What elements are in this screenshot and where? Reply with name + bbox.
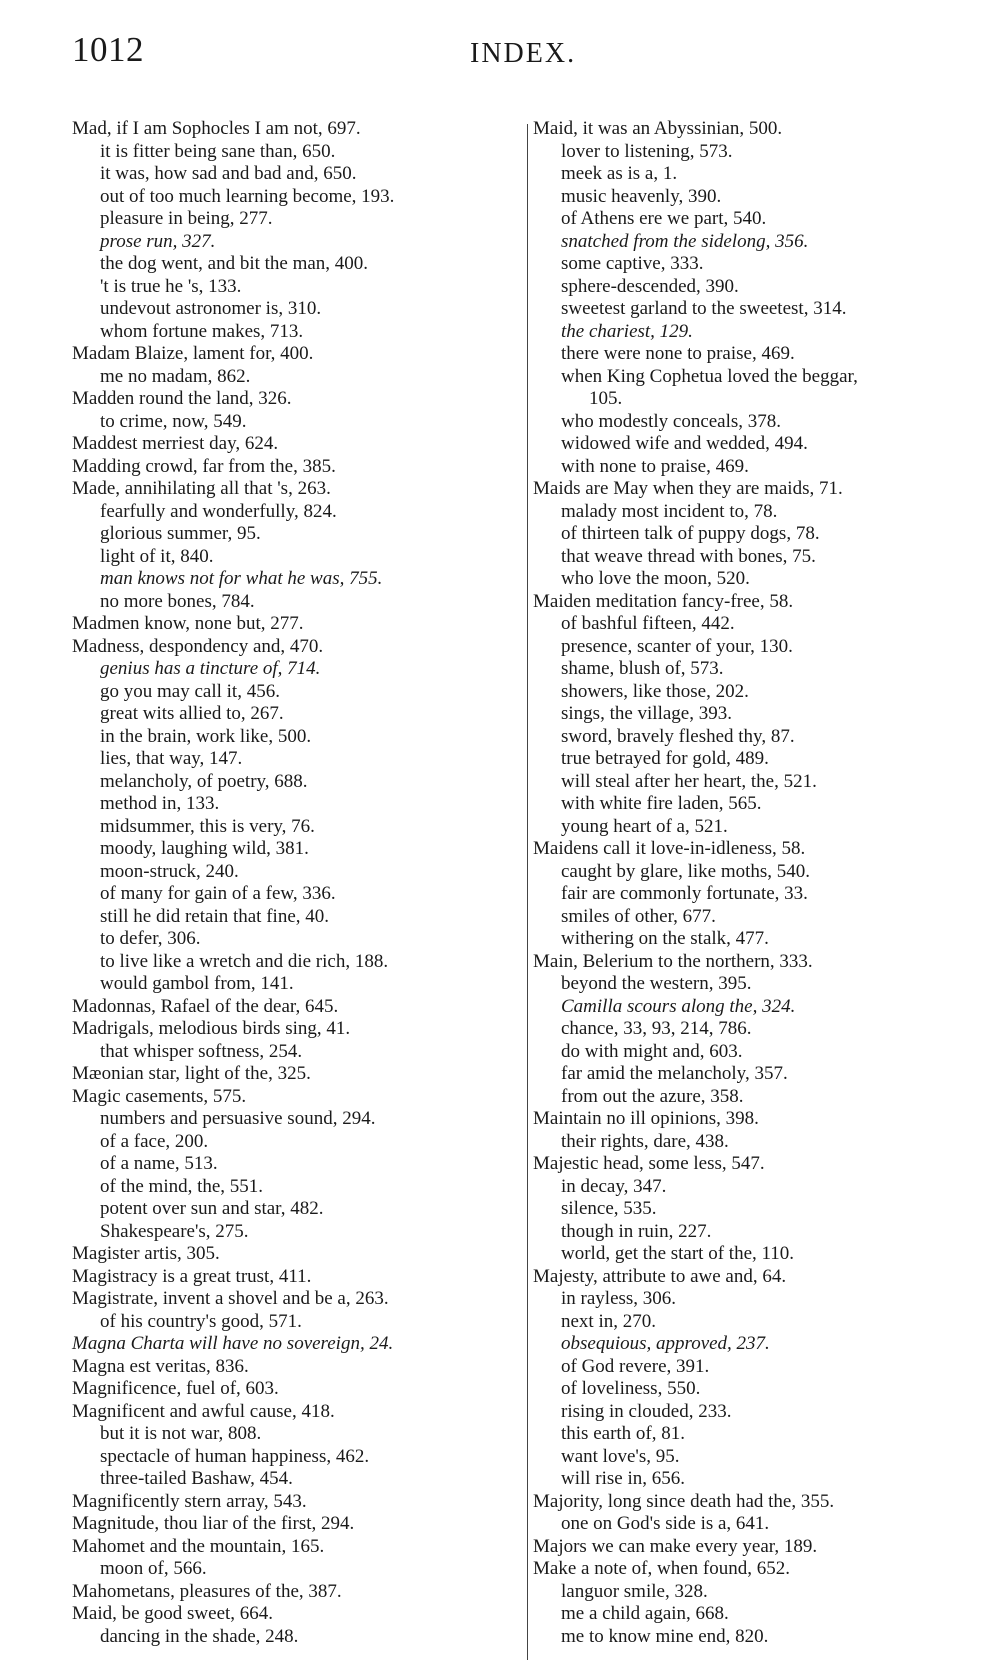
index-subentry: it is fitter being sane than, 650. [100, 140, 336, 162]
index-subentry: withering on the stalk, 477. [561, 928, 769, 949]
index-heading-entry: Magna est veritas, 836. [72, 1355, 249, 1377]
index-heading-entry: Mahomet and the mountain, 165. [72, 1535, 325, 1557]
index-subentry: of thirteen talk of puppy dogs, 78. [561, 523, 820, 544]
index-heading-entry: Main, Belerium to the northern, 333. [533, 950, 813, 972]
index-heading-entry: Magnificently stern array, 543. [72, 1490, 307, 1512]
index-subentry: out of too much learning become, 193. [100, 185, 395, 207]
index-entry-continuation: 105. [589, 388, 623, 409]
index-subentry: undevout astronomer is, 310. [100, 298, 322, 319]
index-subentry: world, get the start of the, 110. [561, 1243, 795, 1264]
index-heading-entry: Magnificent and awful cause, 418. [72, 1400, 335, 1422]
index-subentry: fair are commonly fortunate, 33. [561, 883, 808, 904]
index-subentry: young heart of a, 521. [561, 815, 728, 837]
index-subentry: chance, 33, 93, 214, 786. [561, 1018, 752, 1039]
index-heading-entry: Maid, it was an Abyssinian, 500. [533, 118, 783, 139]
index-subentry: languor smile, 328. [561, 1580, 708, 1602]
index-subentry: pleasure in being, 277. [100, 208, 273, 229]
index-subentry: sphere-descended, 390. [561, 275, 739, 297]
index-subentry: who modestly conceals, 378. [561, 410, 782, 432]
index-subentry: caught by glare, like moths, 540. [561, 860, 811, 882]
index-subentry: glorious summer, 95. [100, 523, 261, 544]
index-heading-entry: Magistracy is a great trust, 411. [72, 1265, 312, 1287]
index-subentry: will rise in, 656. [561, 1468, 686, 1489]
index-subentry: beyond the western, 395. [561, 973, 752, 994]
index-subentry: one on God's side is a, 641. [561, 1513, 770, 1534]
index-subentry: do with might and, 603. [561, 1040, 743, 1062]
index-subentry: malady most incident to, 78. [561, 500, 778, 522]
index-subentry: whom fortune makes, 713. [100, 320, 304, 342]
index-subentry: some captive, 333. [561, 253, 704, 274]
index-subentry: of Athens ere we part, 540. [561, 208, 767, 229]
index-subentry: music heavenly, 390. [561, 185, 722, 207]
index-subentry: melancholy, of poetry, 688. [100, 770, 308, 792]
index-subentry: from out the azure, 358. [561, 1085, 744, 1107]
index-subentry: of bashful fifteen, 442. [561, 613, 735, 634]
index-heading-entry: Mahometans, pleasures of the, 387. [72, 1580, 342, 1602]
index-subentry: to defer, 306. [100, 928, 201, 949]
index-subentry: of God revere, 391. [561, 1355, 710, 1377]
index-subentry: showers, like those, 202. [561, 680, 749, 702]
index-subentry: presence, scanter of your, 130. [561, 635, 793, 657]
index-subentry: next in, 270. [561, 1310, 656, 1332]
index-subentry: still he did retain that fine, 40. [100, 905, 330, 927]
index-subentry: dancing in the shade, 248. [100, 1625, 299, 1647]
index-subentry: moon of, 566. [100, 1558, 207, 1579]
index-column-right [533, 118, 1000, 1648]
index-subentry: in the brain, work like, 500. [100, 725, 312, 747]
index-heading-entry: Maintain no ill opinions, 398. [533, 1108, 759, 1129]
index-subentry: silence, 535. [561, 1198, 657, 1219]
index-heading-entry: Majority, long since death had the, 355. [533, 1490, 835, 1512]
index-subentry: no more bones, 784. [100, 590, 255, 612]
index-subentry: of a name, 513. [100, 1153, 218, 1174]
index-subentry: method in, 133. [100, 793, 220, 814]
index-subentry: go you may call it, 456. [100, 680, 280, 702]
index-subentry: of the mind, the, 551. [100, 1175, 264, 1197]
index-heading-entry: Maid, be good sweet, 664. [72, 1603, 274, 1624]
index-subentry: lies, that way, 147. [100, 748, 243, 769]
index-subentry: far amid the melancholy, 357. [561, 1063, 788, 1084]
index-subentry: this earth of, 81. [561, 1423, 686, 1444]
index-heading-entry: Magna Charta will have no sovereign, 24. [72, 1333, 394, 1354]
index-subentry: fearfully and wonderfully, 824. [100, 500, 337, 522]
index-subentry: me no madam, 862. [100, 365, 251, 387]
index-subentry: in decay, 347. [561, 1175, 667, 1197]
index-subentry: sweetest garland to the sweetest, 314. [561, 298, 847, 319]
index-subentry: Camilla scours along the, 324. [561, 995, 796, 1017]
index-subentry: me to know mine end, 820. [561, 1625, 769, 1647]
index-heading-entry: Madonnas, Rafael of the dear, 645. [72, 995, 339, 1017]
index-subentry: though in ruin, 227. [561, 1220, 712, 1242]
index-heading-entry: Madding crowd, far from the, 385. [72, 455, 336, 477]
index-heading-entry: Madmen know, none but, 277. [72, 613, 304, 634]
index-heading-entry: Madam Blaize, lament for, 400. [72, 343, 314, 364]
index-subentry: their rights, dare, 438. [561, 1130, 729, 1152]
index-subentry: with none to praise, 469. [561, 455, 749, 477]
page-number: 1012 [72, 30, 144, 69]
index-subentry: to live like a wretch and die rich, 188. [100, 950, 389, 972]
index-heading-entry: Maids are May when they are maids, 71. [533, 478, 843, 499]
index-heading-entry: Madrigals, melodious birds sing, 41. [72, 1018, 351, 1039]
index-subentry: smiles of other, 677. [561, 905, 716, 927]
index-heading-entry: Maiden meditation fancy-free, 58. [533, 590, 794, 612]
index-heading-entry: Magnitude, thou liar of the first, 294. [72, 1513, 355, 1534]
index-subentry: potent over sun and star, 482. [100, 1198, 324, 1219]
index-subentry: with white fire laden, 565. [561, 793, 762, 814]
index-heading-entry: Majors we can make every year, 189. [533, 1535, 818, 1557]
index-subentry: who love the moon, 520. [561, 568, 750, 589]
index-heading-entry: Madden round the land, 326. [72, 388, 292, 409]
index-subentry: obsequious, approved, 237. [561, 1333, 770, 1354]
index-subentry: that whisper softness, 254. [100, 1040, 303, 1062]
index-heading-entry: Maidens call it love-in-idleness, 58. [533, 838, 806, 859]
index-subentry: me a child again, 668. [561, 1603, 729, 1624]
index-subentry: want love's, 95. [561, 1445, 680, 1467]
index-subentry: great wits allied to, 267. [100, 703, 284, 724]
index-subentry: spectacle of human happiness, 462. [100, 1445, 370, 1467]
page-title: INDEX. [470, 38, 577, 69]
index-subentry: the chariest, 129. [561, 320, 693, 342]
index-heading-entry: Madness, despondency and, 470. [72, 635, 324, 657]
index-subentry: of loveliness, 550. [561, 1378, 701, 1399]
index-heading-entry: Magistrate, invent a shovel and be a, 263. [72, 1288, 389, 1309]
index-heading-entry: Magnificence, fuel of, 603. [72, 1378, 279, 1399]
index-subentry: in rayless, 306. [561, 1288, 677, 1309]
index-subentry: will steal after her heart, the, 521. [561, 770, 817, 792]
index-subentry: that weave thread with bones, 75. [561, 545, 816, 567]
index-subentry: the dog went, and bit the man, 400. [100, 253, 369, 274]
index-subentry: sings, the village, 393. [561, 703, 732, 724]
column-divider [527, 124, 528, 1660]
index-subentry: moody, laughing wild, 381. [100, 838, 309, 859]
index-column-left [72, 118, 537, 1648]
index-subentry: widowed wife and wedded, 494. [561, 433, 808, 454]
index-subentry: prose run, 327. [100, 230, 216, 252]
index-subentry: of his country's good, 571. [100, 1310, 302, 1332]
index-subentry: Shakespeare's, 275. [100, 1220, 249, 1242]
index-subentry: lover to listening, 573. [561, 140, 733, 162]
index-heading-entry: Made, annihilating all that 's, 263. [72, 478, 331, 499]
index-subentry: genius has a tincture of, 714. [100, 658, 321, 679]
index-heading-entry: Maddest merriest day, 624. [72, 433, 279, 454]
index-subentry: to crime, now, 549. [100, 410, 247, 432]
index-subentry: of many for gain of a few, 336. [100, 883, 336, 904]
index-heading-entry: Make a note of, when found, 652. [533, 1558, 790, 1579]
index-subentry: light of it, 840. [100, 545, 214, 567]
index-subentry: when King Cophetua loved the beggar, [561, 365, 858, 387]
index-subentry: snatched from the sidelong, 356. [561, 230, 809, 252]
index-subentry: would gambol from, 141. [100, 973, 294, 994]
index-subentry: sword, bravely fleshed thy, 87. [561, 725, 795, 747]
index-heading-entry: Mad, if I am Sophocles I am not, 697. [72, 118, 361, 139]
index-subentry: of a face, 200. [100, 1130, 209, 1152]
index-subentry: rising in clouded, 233. [561, 1400, 732, 1422]
index-heading-entry: Mæonian star, light of the, 325. [72, 1063, 311, 1084]
index-subentry: meek as is a, 1. [561, 163, 678, 184]
index-subentry: midsummer, this is very, 76. [100, 815, 315, 837]
index-subentry: man knows not for what he was, 755. [100, 568, 383, 589]
index-subentry: moon-struck, 240. [100, 860, 239, 882]
index-heading-entry: Magic casements, 575. [72, 1085, 247, 1107]
index-heading-entry: Majesty, attribute to awe and, 64. [533, 1265, 787, 1287]
index-subentry: but it is not war, 808. [100, 1423, 262, 1444]
index-subentry: numbers and persuasive sound, 294. [100, 1108, 376, 1129]
index-subentry: it was, how sad and bad and, 650. [100, 163, 357, 184]
index-subentry: shame, blush of, 573. [561, 658, 724, 679]
index-heading-entry: Magister artis, 305. [72, 1243, 220, 1264]
index-subentry: three-tailed Bashaw, 454. [100, 1468, 293, 1489]
index-heading-entry: Majestic head, some less, 547. [533, 1153, 765, 1174]
index-subentry: 't is true he 's, 133. [100, 275, 242, 297]
index-subentry: true betrayed for gold, 489. [561, 748, 769, 769]
index-subentry: there were none to praise, 469. [561, 343, 795, 364]
